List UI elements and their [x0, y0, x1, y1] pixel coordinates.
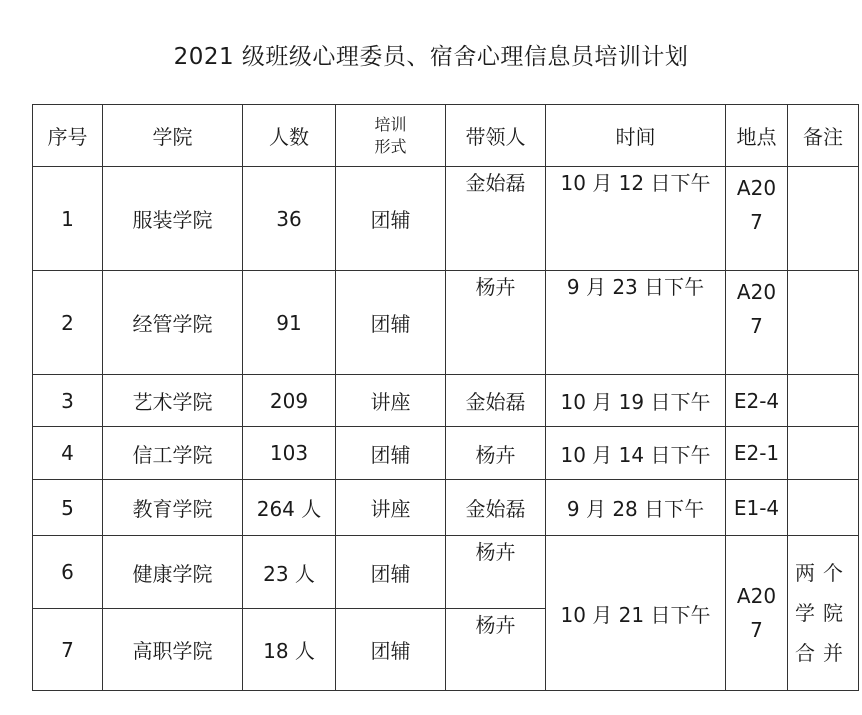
cell-note-merged: 两个 学院 合并: [788, 536, 859, 691]
cell-form: 讲座: [336, 375, 446, 427]
cell-place: E2-4: [726, 375, 788, 427]
cell-count: 18 人: [243, 609, 336, 691]
header-leader: 带领人: [446, 105, 546, 167]
training-plan-table: [32, 104, 859, 691]
cell-note: [788, 271, 859, 375]
cell-seq: 7: [33, 609, 103, 691]
table-row: [33, 536, 859, 609]
cell-place: E2-1: [726, 427, 788, 480]
table-row: [33, 427, 859, 480]
cell-note: [788, 167, 859, 271]
cell-leader: 杨卉: [446, 536, 546, 609]
cell-form: 团辅: [336, 271, 446, 375]
cell-seq: 5: [33, 480, 103, 536]
header-form: 培训 形式: [336, 105, 446, 167]
cell-seq: 2: [33, 271, 103, 375]
cell-note: [788, 427, 859, 480]
cell-form: 团辅: [336, 167, 446, 271]
cell-time-merged: 10 月 21 日下午: [546, 536, 726, 691]
cell-time: 10 月 19 日下午: [546, 375, 726, 427]
header-time: 时间: [546, 105, 726, 167]
cell-time: 10 月 12 日下午: [546, 167, 726, 271]
cell-count: 103: [243, 427, 336, 480]
header-place: 地点: [726, 105, 788, 167]
cell-note: [788, 480, 859, 536]
cell-leader: 金始磊: [446, 480, 546, 536]
cell-leader: 杨卉: [446, 271, 546, 375]
document-title: 2021 级班级心理委员、宿舍心理信息员培训计划: [173, 44, 689, 70]
cell-time: 10 月 14 日下午: [546, 427, 726, 480]
cell-count: 36: [243, 167, 336, 271]
table-row: [33, 375, 859, 427]
cell-seq: 1: [33, 167, 103, 271]
cell-note: [788, 375, 859, 427]
cell-form: 讲座: [336, 480, 446, 536]
cell-college: 服装学院: [103, 167, 243, 271]
cell-leader: 杨卉: [446, 609, 546, 691]
cell-form: 团辅: [336, 427, 446, 480]
cell-college: 高职学院: [103, 609, 243, 691]
header-college: 学院: [103, 105, 243, 167]
cell-seq: 4: [33, 427, 103, 480]
cell-count: 209: [243, 375, 336, 427]
cell-count: 23 人: [243, 536, 336, 609]
cell-college: 信工学院: [103, 427, 243, 480]
cell-leader: 杨卉: [446, 427, 546, 480]
cell-count: 91: [243, 271, 336, 375]
cell-leader: 金始磊: [446, 167, 546, 271]
cell-place: A20 7: [726, 167, 788, 271]
cell-time: 9 月 23 日下午: [546, 271, 726, 375]
cell-college: 健康学院: [103, 536, 243, 609]
cell-college: 教育学院: [103, 480, 243, 536]
cell-count: 264 人: [243, 480, 336, 536]
cell-place: E1-4: [726, 480, 788, 536]
cell-seq: 6: [33, 536, 103, 609]
cell-place: A20 7: [726, 271, 788, 375]
cell-form: 团辅: [336, 609, 446, 691]
header-count: 人数: [243, 105, 336, 167]
table-row: [33, 271, 859, 375]
header-row: [33, 105, 859, 167]
cell-form: 团辅: [336, 536, 446, 609]
table-row: [33, 167, 859, 271]
header-note: 备注: [788, 105, 859, 167]
cell-college: 艺术学院: [103, 375, 243, 427]
cell-college: 经管学院: [103, 271, 243, 375]
cell-seq: 3: [33, 375, 103, 427]
cell-time: 9 月 28 日下午: [546, 480, 726, 536]
cell-place-merged: A20 7: [726, 536, 788, 691]
cell-leader: 金始磊: [446, 375, 546, 427]
table-row: [33, 480, 859, 536]
header-seq: 序号: [33, 105, 103, 167]
